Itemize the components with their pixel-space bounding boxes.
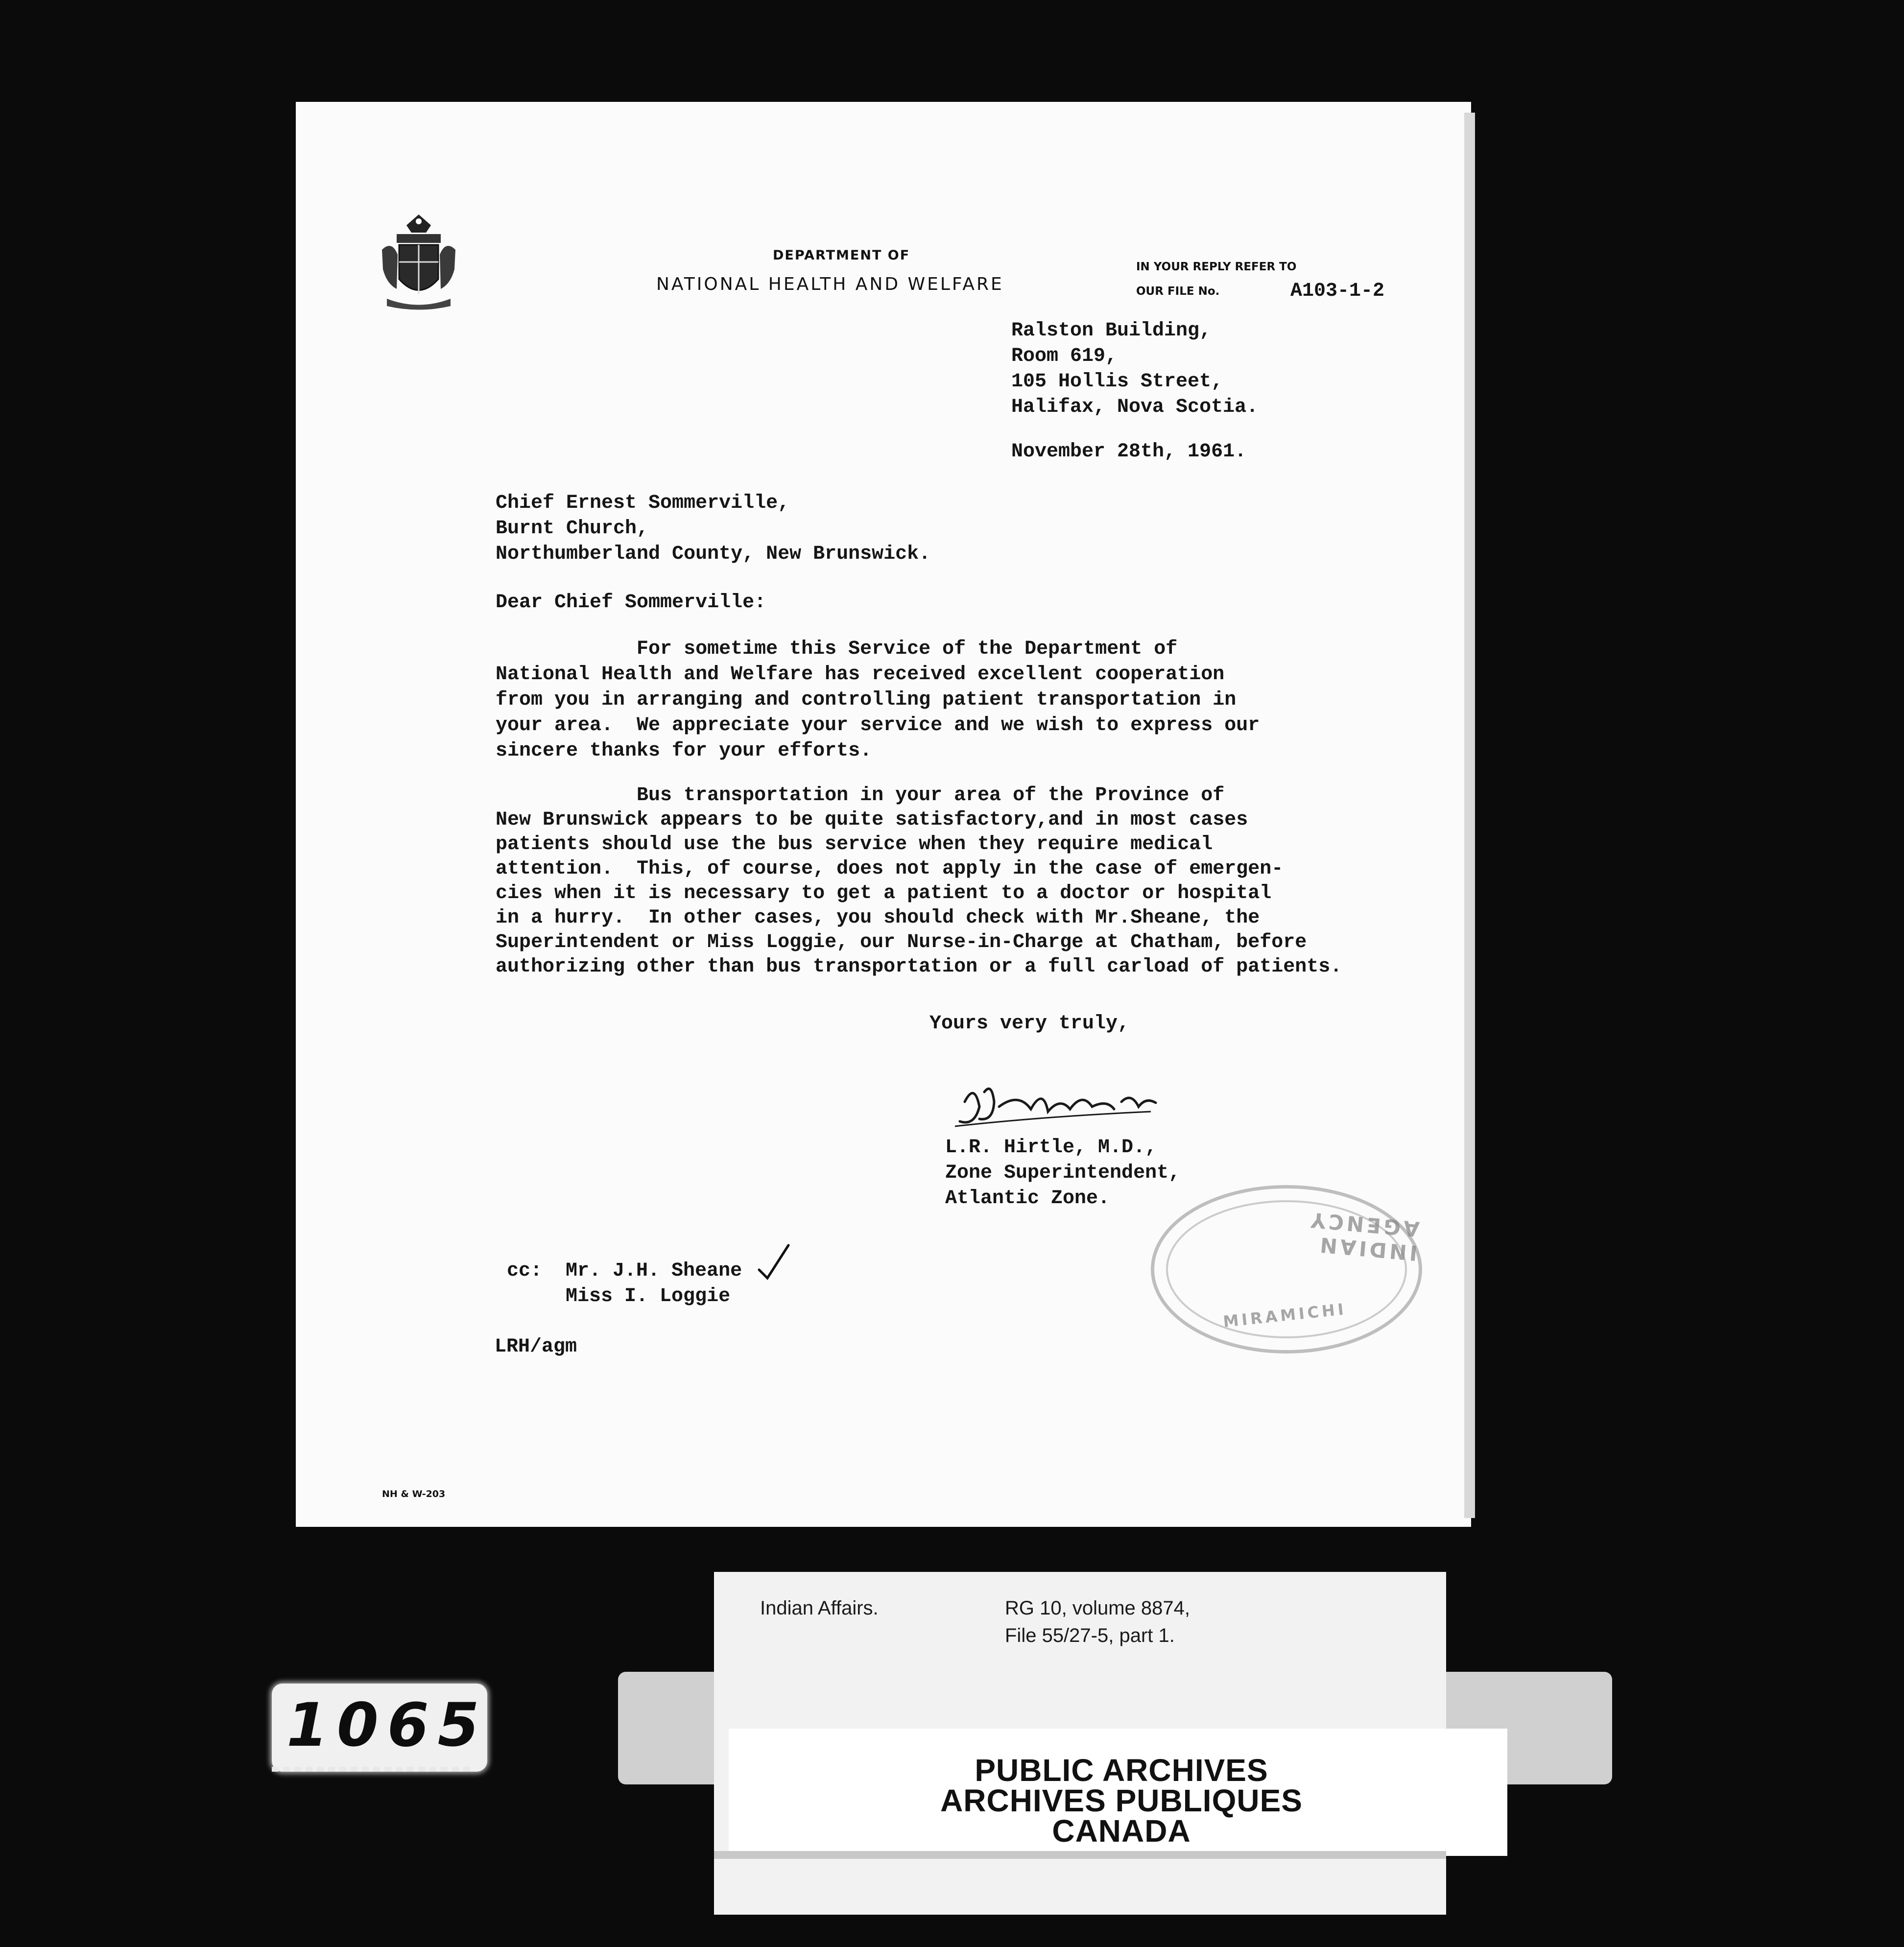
signer-line: L.R. Hirtle, M.D., [945, 1137, 1157, 1159]
cc-list [507, 1258, 742, 1309]
archive-label-line: PUBLIC ARCHIVES [975, 1753, 1268, 1788]
archive-collection: Indian Affairs. [760, 1597, 879, 1619]
salutation: Dear Chief Sommerville: [496, 592, 766, 614]
body-line: For sometime this Service of the Department of [496, 638, 1178, 660]
agency-stamp [1151, 1185, 1422, 1353]
body-paragraph-1 [496, 637, 1260, 764]
reply-refer-label: IN YOUR REPLY REFER TO [1136, 261, 1297, 273]
address-line: Halifax, Nova Scotia. [1011, 396, 1259, 418]
cc-line: cc: Mr. J.H. Sheane [507, 1260, 742, 1282]
sender-address [1011, 318, 1258, 420]
body-line: your area. We appreciate your service and we wish to express our [496, 714, 1260, 736]
body-line: sincere thanks for your efforts. [496, 740, 872, 762]
stamp-bottom-text: MIRAMICHI [1222, 1299, 1348, 1331]
stamp-top-text: INDIAN AGENCY [1307, 1208, 1421, 1265]
body-line: authorizing other than bus transportation or a full carload of patients. [496, 956, 1342, 978]
recipient-line: Chief Ernest Sommerville, [496, 492, 790, 514]
body-line: in a hurry. In other cases, you should check with Mr.Sheane, the [496, 907, 1260, 929]
typist-initials: LRH/agm [495, 1336, 577, 1358]
cc-line: Miss I. Loggie [507, 1285, 731, 1307]
checkmark-icon [757, 1243, 791, 1282]
department-name: NATIONAL HEALTH AND WELFARE [656, 274, 1004, 294]
address-line: 105 Hollis Street, [1011, 371, 1223, 393]
archive-label-line: ARCHIVES PUBLIQUES [940, 1783, 1303, 1818]
page-edge [1464, 113, 1475, 1518]
body-line: patients should use the bus service when they require medical [496, 833, 1213, 855]
body-line: National Health and Welfare has received excellent cooperation [496, 664, 1225, 686]
address-line: Room 619, [1011, 345, 1118, 367]
body-line: Bus transportation in your area of the Province of [496, 784, 1225, 807]
file-no-label: OUR FILE No. [1136, 285, 1220, 298]
recipient-line: Burnt Church, [496, 518, 649, 540]
address-line: Ralston Building, [1011, 320, 1212, 342]
handwritten-signature [945, 1072, 1205, 1136]
signer-line: Atlantic Zone. [945, 1187, 1110, 1210]
body-line: attention. This, of course, does not apply in the case of emergen- [496, 858, 1284, 880]
dept-of-label: DEPARTMENT OF [773, 248, 910, 263]
archive-ref-volume: RG 10, volume 8874, [1005, 1597, 1190, 1619]
archive-label-line: CANADA [1052, 1813, 1191, 1849]
recipient-address [496, 491, 930, 567]
slot-shadow [714, 1851, 1446, 1859]
body-line: Superintendent or Miss Loggie, our Nurse-in-Charge at Chatham, before [496, 931, 1307, 953]
film-perforations [272, 1767, 487, 1773]
signer-line: Zone Superintendent, [945, 1162, 1181, 1184]
coat-of-arms-icon [377, 211, 460, 313]
archive-ref-file: File 55/27-5, part 1. [1005, 1625, 1175, 1646]
body-line: from you in arranging and controlling patient transportation in [496, 689, 1237, 711]
recipient-line: Northumberland County, New Brunswick. [496, 543, 931, 565]
signature-block [945, 1135, 1180, 1211]
body-paragraph-2 [496, 784, 1342, 979]
file-number: A103-1-2 [1290, 280, 1385, 302]
form-number: NH & W-203 [382, 1489, 446, 1499]
body-line: cies when it is necessary to get a patient to a doctor or hospital [496, 882, 1272, 904]
letter-date: November 28th, 1961. [1011, 441, 1247, 463]
frame-counter: 1065 [286, 1690, 488, 1760]
body-line: New Brunswick appears to be quite satisfactory,and in most cases [496, 809, 1248, 831]
closing: Yours very truly, [929, 1013, 1130, 1035]
